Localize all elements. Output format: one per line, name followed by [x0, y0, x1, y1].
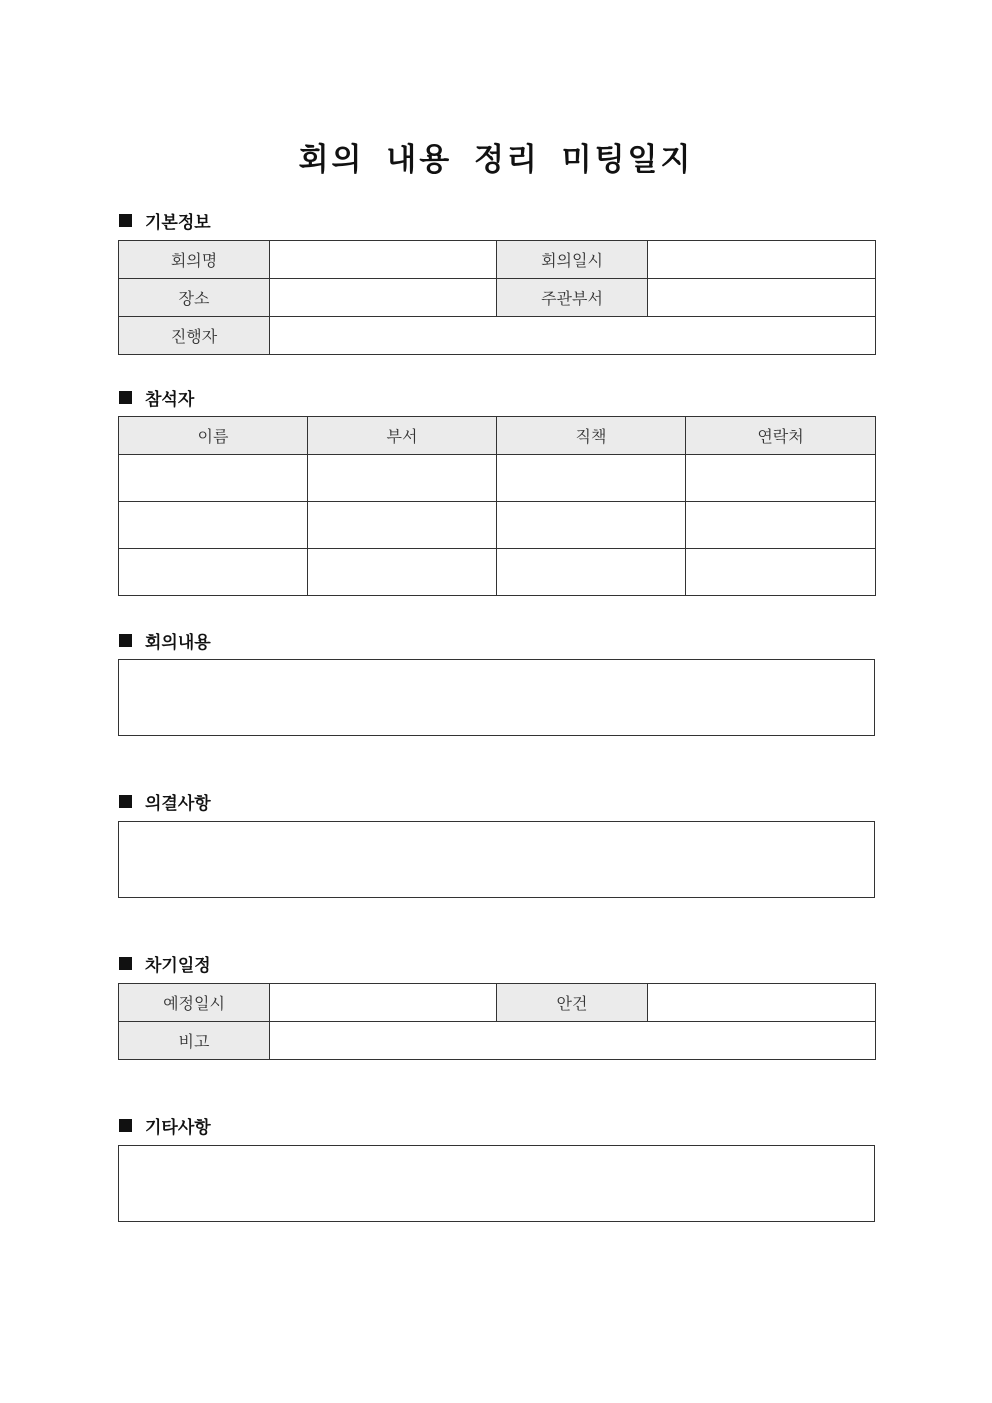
meeting-content-box[interactable] [118, 659, 875, 736]
department-field[interactable] [648, 279, 876, 317]
document-title: 회의 내용 정리 미팅일지 [298, 142, 694, 178]
meeting-datetime-label: 회의일시 [497, 241, 648, 279]
square-bullet-icon [119, 1119, 132, 1132]
attendee-position-cell[interactable] [497, 455, 686, 502]
table-row [119, 502, 876, 549]
etc-box[interactable] [118, 1145, 875, 1222]
attendee-position-cell[interactable] [497, 549, 686, 596]
attendee-department-cell[interactable] [308, 549, 497, 596]
agenda-label: 안건 [497, 984, 648, 1022]
scheduled-date-label: 예정일시 [119, 984, 270, 1022]
square-bullet-icon [119, 957, 132, 970]
basic-info-table [118, 240, 876, 355]
section-heading-decisions [119, 790, 211, 812]
agenda-field[interactable] [648, 984, 876, 1022]
attendee-position-cell[interactable] [497, 502, 686, 549]
host-label: 진행자 [119, 317, 270, 355]
decisions-box[interactable] [118, 821, 875, 898]
table-row [119, 279, 876, 317]
section-heading-label: 기타사항 [145, 1117, 211, 1138]
section-heading-label: 기본정보 [145, 212, 211, 233]
attendees-table [118, 416, 876, 596]
place-label: 장소 [119, 279, 270, 317]
section-heading-content [119, 629, 211, 651]
square-bullet-icon [119, 634, 132, 647]
section-heading-label: 참석자 [145, 389, 195, 410]
attendee-contact-cell[interactable] [686, 455, 876, 502]
column-header-department: 부서 [308, 417, 497, 455]
attendee-name-cell[interactable] [119, 549, 308, 596]
table-row [119, 1022, 876, 1060]
attendee-contact-cell[interactable] [686, 549, 876, 596]
attendee-department-cell[interactable] [308, 502, 497, 549]
scheduled-date-field[interactable] [270, 984, 497, 1022]
note-field[interactable] [270, 1022, 876, 1060]
table-row [119, 317, 876, 355]
host-field[interactable] [270, 317, 876, 355]
section-heading-label: 의결사항 [145, 793, 211, 814]
square-bullet-icon [119, 391, 132, 404]
table-row [119, 549, 876, 596]
department-label: 주관부서 [497, 279, 648, 317]
meeting-name-field[interactable] [270, 241, 497, 279]
column-header-name: 이름 [119, 417, 308, 455]
section-heading-etc [119, 1114, 211, 1136]
attendee-name-cell[interactable] [119, 455, 308, 502]
section-heading-attendees [119, 386, 194, 408]
column-header-position: 직책 [497, 417, 686, 455]
table-row [119, 455, 876, 502]
table-row [119, 984, 876, 1022]
attendee-contact-cell[interactable] [686, 502, 876, 549]
section-heading-label: 회의내용 [145, 632, 211, 653]
column-header-contact: 연락처 [686, 417, 876, 455]
square-bullet-icon [119, 214, 132, 227]
attendee-department-cell[interactable] [308, 455, 497, 502]
meeting-name-label: 회의명 [119, 241, 270, 279]
square-bullet-icon [119, 795, 132, 808]
section-heading-next-schedule [119, 952, 211, 974]
section-heading-label: 차기일정 [145, 955, 211, 976]
attendee-name-cell[interactable] [119, 502, 308, 549]
table-row [119, 241, 876, 279]
next-schedule-table [118, 983, 876, 1060]
section-heading-basic-info [119, 209, 211, 231]
table-header-row [119, 417, 876, 455]
place-field[interactable] [270, 279, 497, 317]
note-label: 비고 [119, 1022, 270, 1060]
meeting-datetime-field[interactable] [648, 241, 876, 279]
